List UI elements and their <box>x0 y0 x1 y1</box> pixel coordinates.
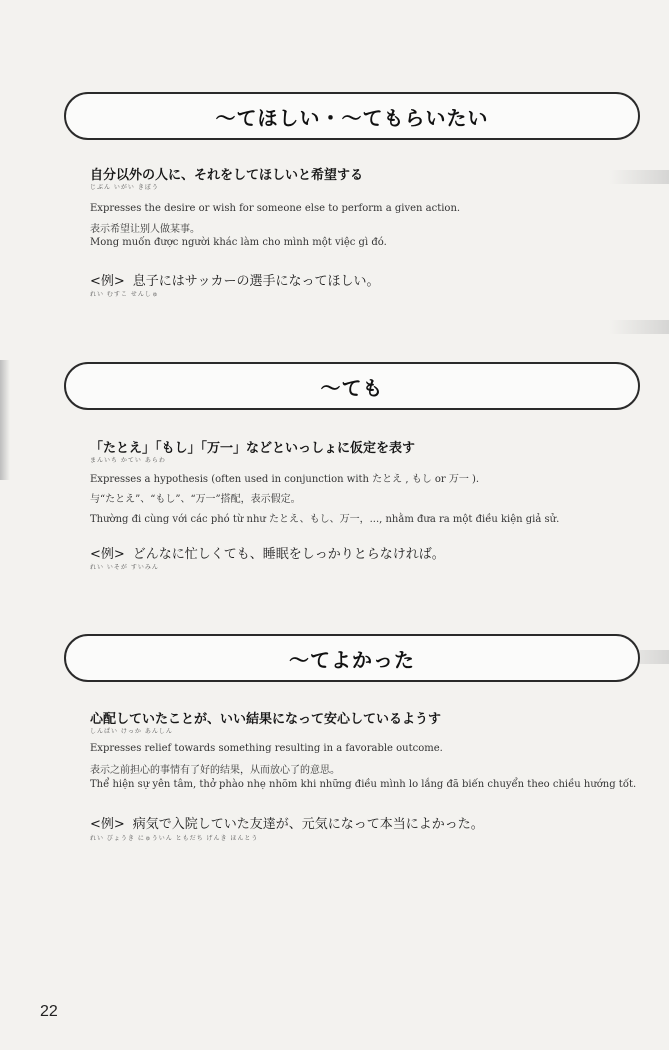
meaning-furigana: まんいち かてい あらわ <box>90 457 166 464</box>
chinese-explanation: 与“たとえ”、“もし”、“万一”搭配，表示假定。 <box>90 494 301 505</box>
example-sentence <box>90 270 380 289</box>
bleed-through-mark <box>609 170 669 184</box>
vietnamese-explanation: Mong muốn được người khác làm cho mình một việc gì đó. <box>90 237 387 248</box>
chinese-explanation: 表示希望让别人做某事。 <box>90 224 200 235</box>
grammar-title: 〜てよかった <box>289 647 415 672</box>
page-number: 22 <box>40 1003 58 1020</box>
vietnamese-explanation: Thường đi cùng với các phó từ như たとえ、もし、万一，..., nhằm đưa ra một điều kiện giả sử. <box>90 514 560 525</box>
meaning-furigana: しんぱい けっか あんしん <box>90 728 173 735</box>
example-text: 病気で入院していた友達が、元気になって本当によかった。 <box>132 817 484 832</box>
chinese-explanation: 表示之前担心的事情有了好的结果，从而放心了的意思。 <box>90 765 340 776</box>
example-furigana: れい びょうき にゅういん ともだち げんき ほんとう <box>90 835 259 842</box>
grammar-title-box <box>64 362 640 410</box>
grammar-title: 〜ても <box>320 375 384 400</box>
example-furigana: れい むすこ せんしゅ <box>90 291 159 298</box>
example-label: <例> <box>90 547 125 562</box>
example-text: どんなに忙しくても、睡眠をしっかりとらなければ。 <box>132 547 445 562</box>
example-label: <例> <box>90 817 125 832</box>
example-text: 息子にはサッカーの選手になってほしい。 <box>132 274 380 289</box>
vietnamese-explanation: Thể hiện sự yên tâm, thở phào nhẹ nhõm khi những điều mình lo lắng đã biến chuyển theo chiều hướng tốt. <box>90 779 637 790</box>
english-explanation: Expresses a hypothesis (often used in conjunction with たとえ , もし or 万一 ). <box>90 474 480 485</box>
grammar-title-box <box>64 634 640 682</box>
english-explanation: Expresses the desire or wish for someone else to perform a given action. <box>90 203 461 214</box>
example-sentence <box>90 543 445 562</box>
example-label: <例> <box>90 274 125 289</box>
meaning-furigana: じぶん いがい きぼう <box>90 184 159 191</box>
grammar-title: 〜てほしい・〜てもらいたい <box>215 105 489 130</box>
example-furigana: れい いそが すいみん <box>90 564 159 571</box>
example-sentence <box>90 813 484 832</box>
meaning-line: 自分以外の人に、それをしてほしいと希望する <box>90 168 364 183</box>
grammar-title-box <box>64 92 640 140</box>
meaning-line: 心配していたことが、いい結果になって安心しているようす <box>90 712 442 727</box>
bleed-through-mark <box>609 320 669 334</box>
page-edge-shadow <box>0 360 10 480</box>
english-explanation: Expresses relief towards something resulting in a favorable outcome. <box>90 743 443 754</box>
meaning-line: 「たとえ」「もし」「万一」などといっしょに仮定を表す <box>90 441 416 456</box>
